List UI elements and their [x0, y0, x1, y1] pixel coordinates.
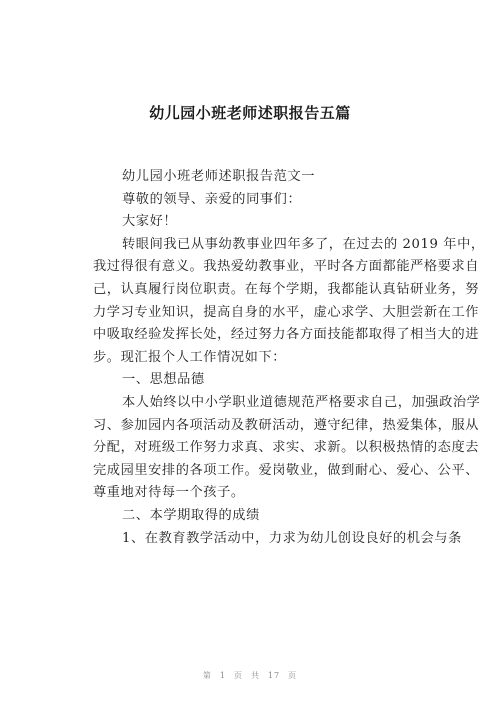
total-label: 共	[250, 671, 260, 680]
section-heading: 一、思想品德	[122, 372, 205, 388]
document-title: 幼儿园小班老师述职报告五篇	[149, 104, 351, 122]
section-heading: 二、本学期取得的成绩	[122, 507, 260, 523]
section1-line: 尊重地对待每一个孩子。	[93, 485, 245, 501]
intro-line: 己，认真履行岗位职责。在每个学期，我都能认真钻研业务，努	[93, 281, 480, 297]
total-unit: 页	[288, 671, 298, 680]
intro-line: 我过得很有意义。我热爱幼教事业，平时各方面都能严格要求自	[93, 259, 480, 275]
page-label: 第	[202, 671, 212, 680]
section1-line: 分配，对班级工作努力求真、求实、求新。以积极热情的态度去	[93, 440, 480, 456]
salutation: 尊敬的领导、亲爱的同事们：	[122, 191, 302, 207]
intro-line: 转眼间我已从事幼教事业四年多了，在过去的 2019 年中，	[122, 236, 485, 252]
page-footer	[0, 670, 500, 681]
section1-line: 完成园里安排的各项工作。爱岗敬业，做到耐心、爱心、公平、	[93, 462, 480, 478]
intro-line: 力学习专业知识，提高自身的水平，虚心求学、大胆尝新在工作	[93, 304, 480, 320]
section2-line: 1、在教育教学活动中，力求为幼儿创设良好的机会与条	[122, 530, 462, 546]
page-number: 1	[219, 671, 226, 680]
page-unit: 页	[233, 671, 243, 680]
intro-line: 步。现汇报个人工作情况如下：	[93, 349, 287, 365]
report-heading: 幼儿园小班老师述职报告范文一	[122, 169, 316, 184]
total-pages: 17	[267, 671, 281, 680]
section1-line: 本人始终以中小学职业道德规范严格要求自己，加强政治学	[122, 394, 481, 410]
greeting: 大家好！	[122, 214, 178, 230]
section1-line: 习、参加园内各项活动及教研活动，遵守纪律，热爱集体，服从	[93, 417, 480, 433]
document-body	[93, 166, 485, 550]
intro-line: 中吸取经验发挥长处，经过努力各方面技能都取得了相当大的进	[93, 327, 480, 343]
